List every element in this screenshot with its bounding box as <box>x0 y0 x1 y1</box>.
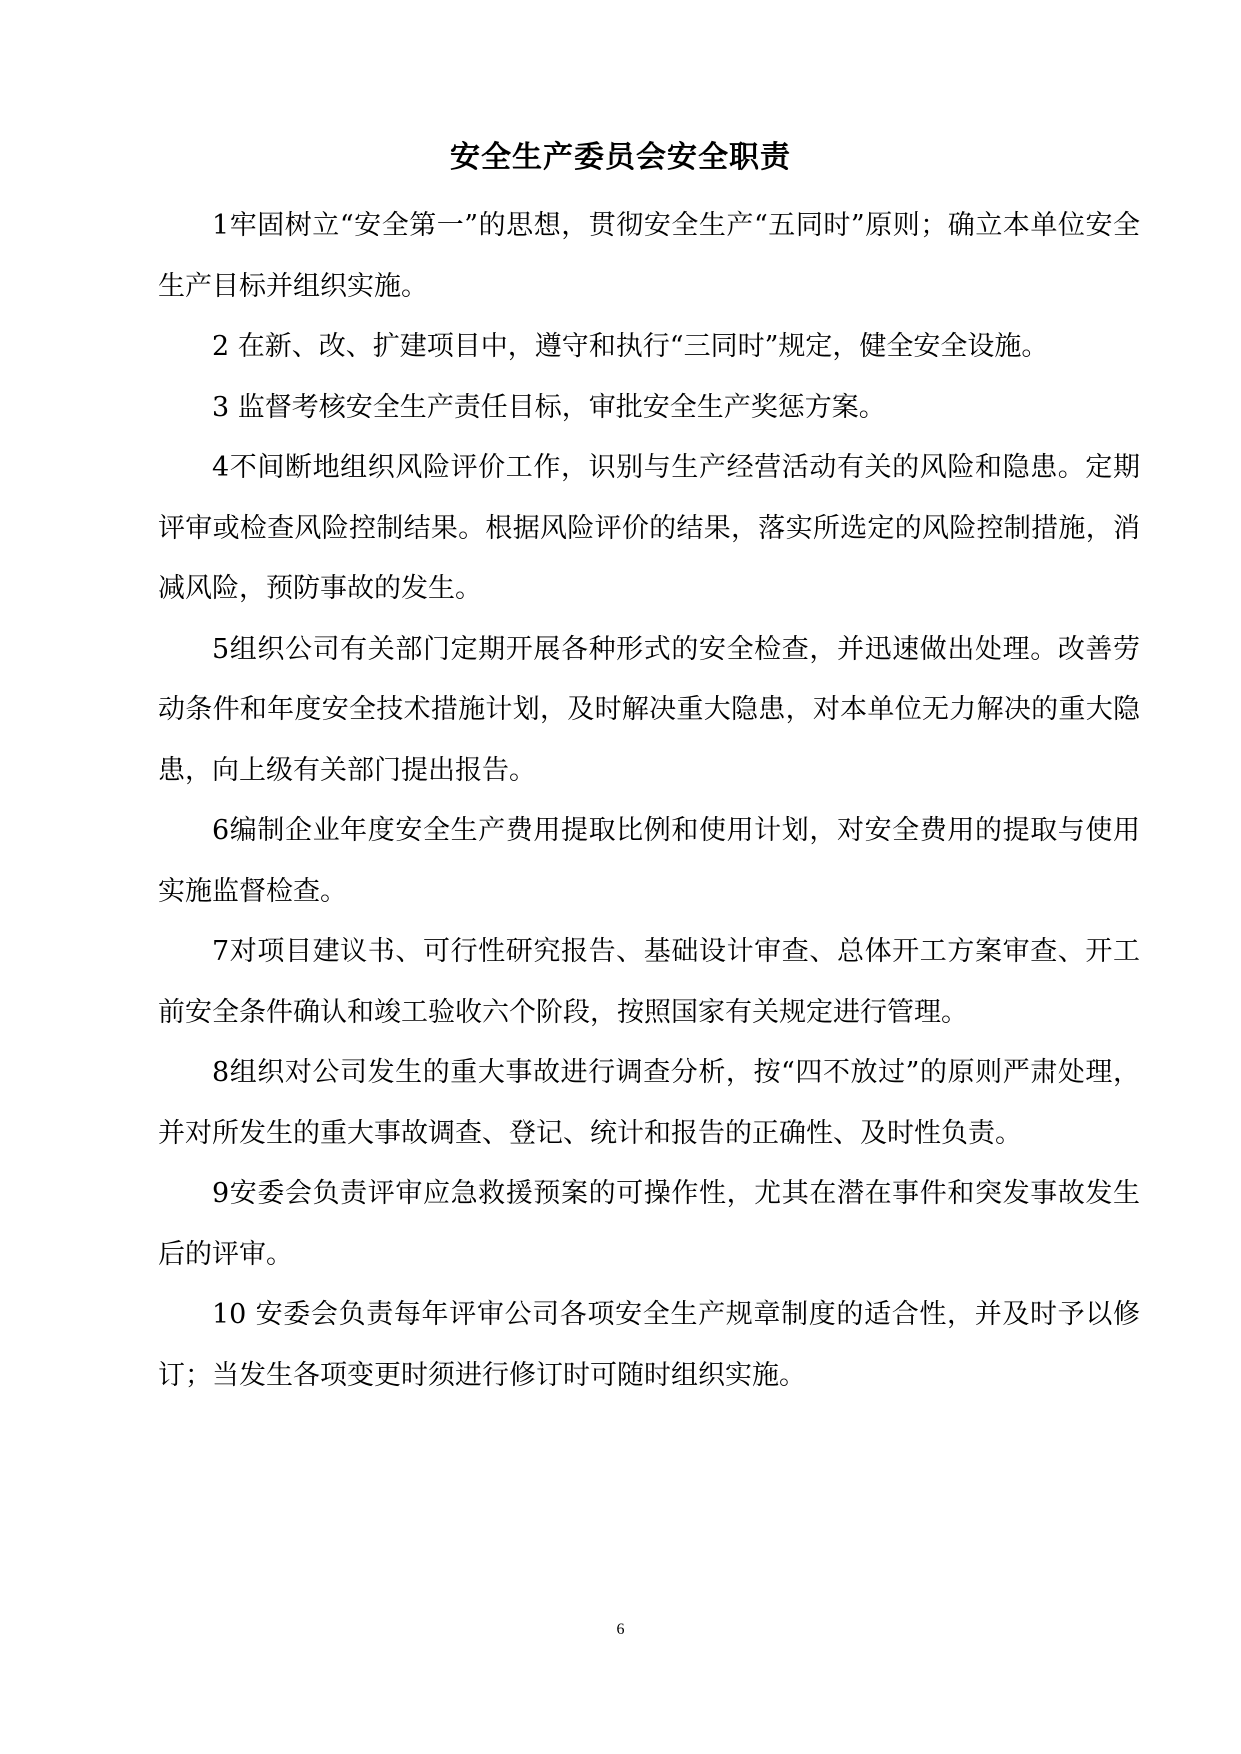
paragraph-6: 6编制企业年度安全生产费用提取比例和使用计划，对安全费用的提取与使用实施监督检查。 <box>158 815 1140 907</box>
paragraph-9: 9安委会负责评审应急救援预案的可操作性，尤其在潜在事件和突发事故发生后的评审。 <box>158 1178 1140 1270</box>
document-title: 安全生产委员会安全职责 <box>450 140 791 175</box>
paragraph-4: 4不间断地组织风险评价工作，识别与生产经营活动有关的风险和隐患。定期评审或检查风险控制结果。根据风险评价的结果，落实所选定的风险控制措施，消减风险，预防事故的发生。 <box>158 452 1140 604</box>
paragraph-1: 1牢固树立“安全第一”的思想，贯彻安全生产“五同时”原则；确立本单位安全生产目标并组织实施。 <box>158 210 1140 302</box>
paragraph-8: 8组织对公司发生的重大事故进行调查分析，按“四不放过”的原则严肃处理，并对所发生的重大事故调查、登记、统计和报告的正确性、及时性负责。 <box>158 1057 1140 1149</box>
paragraph-5: 5组织公司有关部门定期开展各种形式的安全检查，并迅速做出处理。改善劳动条件和年度安全技术措施计划，及时解决重大隐患，对本单位无力解决的重大隐患，向上级有关部门提出报告。 <box>158 633 1140 786</box>
document-body <box>158 196 1140 1406</box>
page-number: 6 <box>616 1621 625 1638</box>
paragraph-3: 3 监督考核安全生产责任目标，审批安全生产奖惩方案。 <box>212 391 886 423</box>
paragraph-7: 7对项目建议书、可行性研究报告、基础设计审查、总体开工方案审查、开工前安全条件确认和竣工验收六个阶段，按照国家有关规定进行管理。 <box>158 936 1140 1028</box>
paragraph-2: 2 在新、改、扩建项目中，遵守和执行“三同时”规定，健全安全设施。 <box>212 331 1049 362</box>
paragraph-10: 10 安委会负责每年评审公司各项安全生产规章制度的适合性，并及时予以修订；当发生各项变更时须进行修订时可随时组织实施。 <box>158 1299 1140 1391</box>
